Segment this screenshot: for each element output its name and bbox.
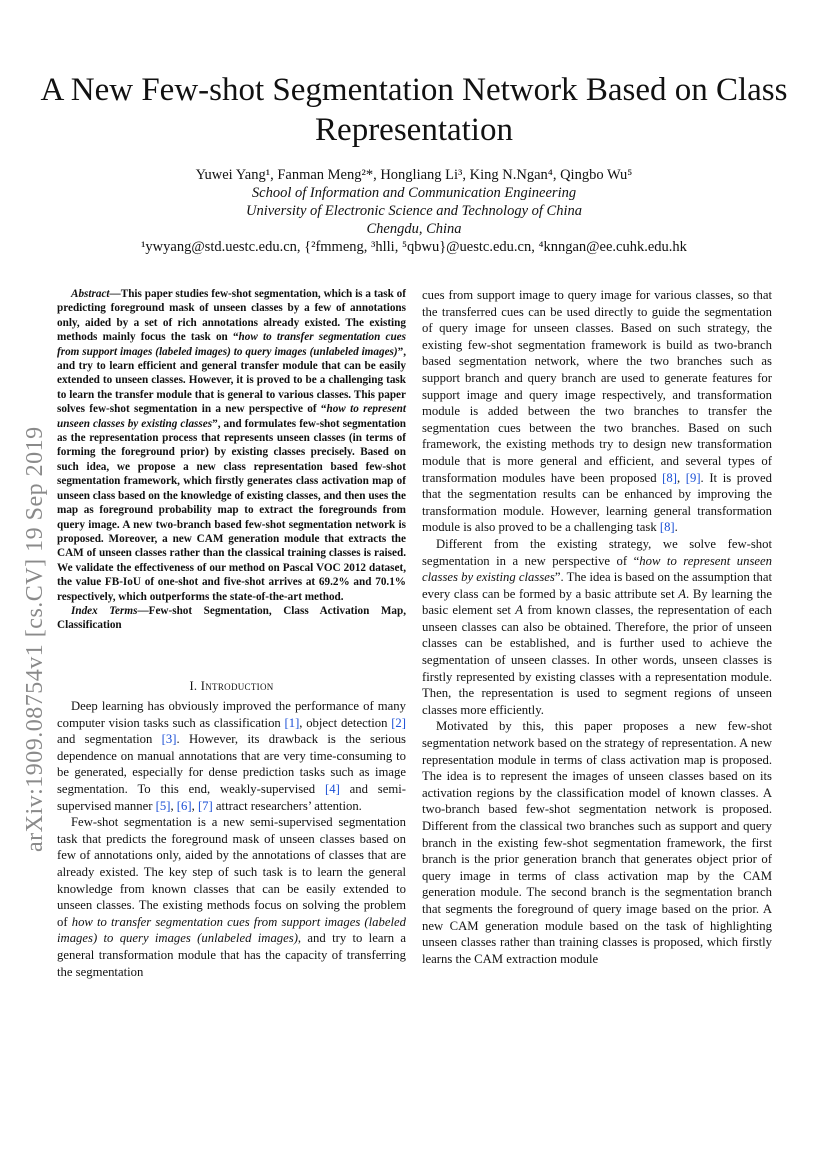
citation-link[interactable]: [8] <box>662 470 677 485</box>
section-heading-introduction <box>57 679 406 694</box>
body-text: . It is proved that the segmentation results can be enhanced by improving the transformation module. However, learning general transformation module is also proved to be a challenging task <box>422 470 772 535</box>
intro-paragraph <box>57 814 406 980</box>
affiliation-line-2: University of Electronic Science and Technology of China <box>246 203 582 219</box>
citation-link[interactable]: [3] <box>161 732 177 747</box>
body-text: , and try to learn a general transformation module that has the capacity of transferring the segmentation <box>57 931 406 979</box>
body-text: Deep learning has obviously improved the performance of many computer vision tasks such as classification <box>57 699 406 730</box>
index-terms-text: —Few-shot Segmentation, Class Activation Map, Classification <box>57 604 406 632</box>
body-text: ”. The idea is based on the assumption that every class can be formed by a basic attribute set <box>422 570 773 601</box>
index-terms <box>57 604 406 633</box>
abstract-label: Abstract <box>71 288 110 300</box>
abstract-text: ”, and formulates few-shot segmentation as the representation process that represents unseen classes (in terms of forming the foreground prior) by existing classes precisely. Based on such idea, we propose a new class representation based few-shot segmentation framework, which firstly generates class activation map of unseen class based on the knowledge of existing classes, and then uses the map as foreground probability map to extract the foregrounds from query image. A new two-branch based few-shot segmentation network is proposed. Moreover, a new CAM generation module that extracts the CAM of unseen classes rather than the classical training classes is raised. We validate the effectiveness of our method on Pascal VOC 2012 dataset, the value FB-IoU of one-shot and five-shot arrives at 69.2% and 70.1% respectively, which outperforms the state-of-the-art method. <box>57 417 407 603</box>
section-number: I. <box>189 679 201 693</box>
body-text: . However, its drawback is the serious dependence on manual annotations that are very time-consuming to be generated, especially for dense prediction tasks such as image segmentation. To this end, weakly-supervised <box>57 732 406 796</box>
author-emails: ¹ywyang@std.uestc.edu.cn, {²fmmeng, ³hlli, ⁵qbwu}@uestc.edu.cn, ⁴knngan@ee.cuhk.edu.hk <box>141 239 687 255</box>
intro-paragraph <box>57 698 406 814</box>
emphasis-text: how to transfer segmentation cues from support images (labeled images) to query images (unlabeled images) <box>57 914 407 946</box>
math-symbol: A <box>678 586 686 601</box>
body-text: cues from support image to query image for various classes, so that the transferred cues can be used directly to guide the segmentation of query image for unseen classes. Based on such strategy, the existing few-shot segmentation framework is build as two-branch based segmentation network, where the two branches such as support branch and query branch are used to generate features for support image and query image respectively, and transformation module is added between the two branches to transfer the segmentation cues between the two branches. Based on such framework, the existing methods try to design new transformation module that is more general and efficient, and several types of transformation modules have been proposed <box>422 288 772 485</box>
abstract-paragraph <box>57 287 406 604</box>
intro-paragraph: Motivated by this, this paper proposes a new few-shot segmentation network based on the strategy of representation. A new representation module in terms of class activation map is proposed. The idea is to represent the images of unseen classes based on its activation regions by the classification model of known classes. A two-branch based few-shot segmentation network is proposed. Different from the classical two branches such as support and query branch in the existing few-shot segmentation framework, the first branch is the prior generation branch that generates object prior of query image in terms of class activation map by the CAM generation module. The second branch is the segmentation branch that segments the foreground of query image based on the prior. A new CAM generation module based on the task of highlighting unseen classes rather than training classes is proposed, which firstly learns the CAM extraction module <box>422 719 772 966</box>
body-text: . <box>674 520 678 535</box>
paper-title: A New Few-shot Segmentation Network Based on Class Representation <box>40 72 788 148</box>
intro-paragraph <box>422 287 772 536</box>
citation-link[interactable]: [6] <box>176 798 192 813</box>
citation-link[interactable]: [7] <box>197 798 213 813</box>
abstract-text: —This paper studies few-shot segmentation, which is a task of predicting foreground mask of unseen classes by a few of annotations only, aided by a set of rich annotations already existed. The existing methods mainly focus the task on “ <box>57 288 406 344</box>
citation-link[interactable]: [5] <box>155 798 171 813</box>
abstract-text: ”, and try to learn efficient and general transfer module that can be easily extended to unseen classes. However, it is proved to be a challenging task to learn the transfer module that is general to various classes. This paper solves few-shot segmentation in a new perspective of “ <box>57 345 406 416</box>
body-text: , <box>676 470 686 485</box>
body-text: . By learning the basic element set <box>422 586 772 618</box>
abstract-quote: how to transfer segmentation cues from support images (labeled images) to query images (unlabeled images) <box>57 331 406 358</box>
intro-paragraph <box>422 536 772 719</box>
citation-link[interactable]: [1] <box>284 715 300 730</box>
body-text: , object detection <box>299 715 392 730</box>
emphasis-text: how to represent unseen classes by existing classes <box>422 553 772 585</box>
abstract <box>57 287 406 633</box>
body-text: , <box>170 798 177 813</box>
section-title: Introduction <box>200 679 274 693</box>
index-terms-label: Index Terms <box>71 604 138 617</box>
author-list: Yuwei Yang¹, Fanman Meng²*, Hongliang Li³, King N.Ngan⁴, Qingbo Wu⁵ <box>195 167 633 183</box>
math-symbol: A <box>515 603 524 618</box>
body-text: attract researchers’ attention. <box>212 798 362 813</box>
body-text: Few-shot segmentation is a new semi-supervised segmentation task that predicts the foreground mask of unseen classes based on few of annotations only, aided by the annotations of classes that are already existed. The key step of such task is to learn the general knowledge from known classes that can be easily extended to unseen classes. The existing methods focus on solving the problem of <box>57 815 406 929</box>
citation-link[interactable]: [2] <box>391 715 406 730</box>
affiliation-line-1: School of Information and Communication Engineering <box>251 185 577 201</box>
body-text: Different from the existing strategy, we solve few-shot segmentation in a new perspective of “ <box>422 536 772 568</box>
body-text: and semi-supervised manner <box>57 781 406 813</box>
arxiv-identifier: arXiv:1909.08754v1 [cs.CV] 19 Sep 2019 <box>22 426 48 852</box>
body-text: , <box>191 798 198 813</box>
abstract-quote: how to represent unseen classes by existing classes <box>57 403 406 430</box>
body-text: from known classes, the representation of each unseen classes can also be obtained. Therefore, the prior of unseen classes can be established, and is further used to achieve the segmentation of unseen classes. In other words, unseen classes is firstly represented by existing classes with a representation module. Then, the representation is used to segment regions of unseen classes more efficiently. <box>422 603 772 717</box>
citation-link[interactable]: [4] <box>325 781 340 796</box>
intro-left-column <box>57 698 406 980</box>
citation-link[interactable]: [8] <box>659 520 675 535</box>
intro-right-column <box>422 287 772 967</box>
citation-link[interactable]: [9] <box>685 470 701 485</box>
affiliation-line-3: Chengdu, China <box>366 221 462 237</box>
body-text: and segmentation <box>57 732 162 747</box>
